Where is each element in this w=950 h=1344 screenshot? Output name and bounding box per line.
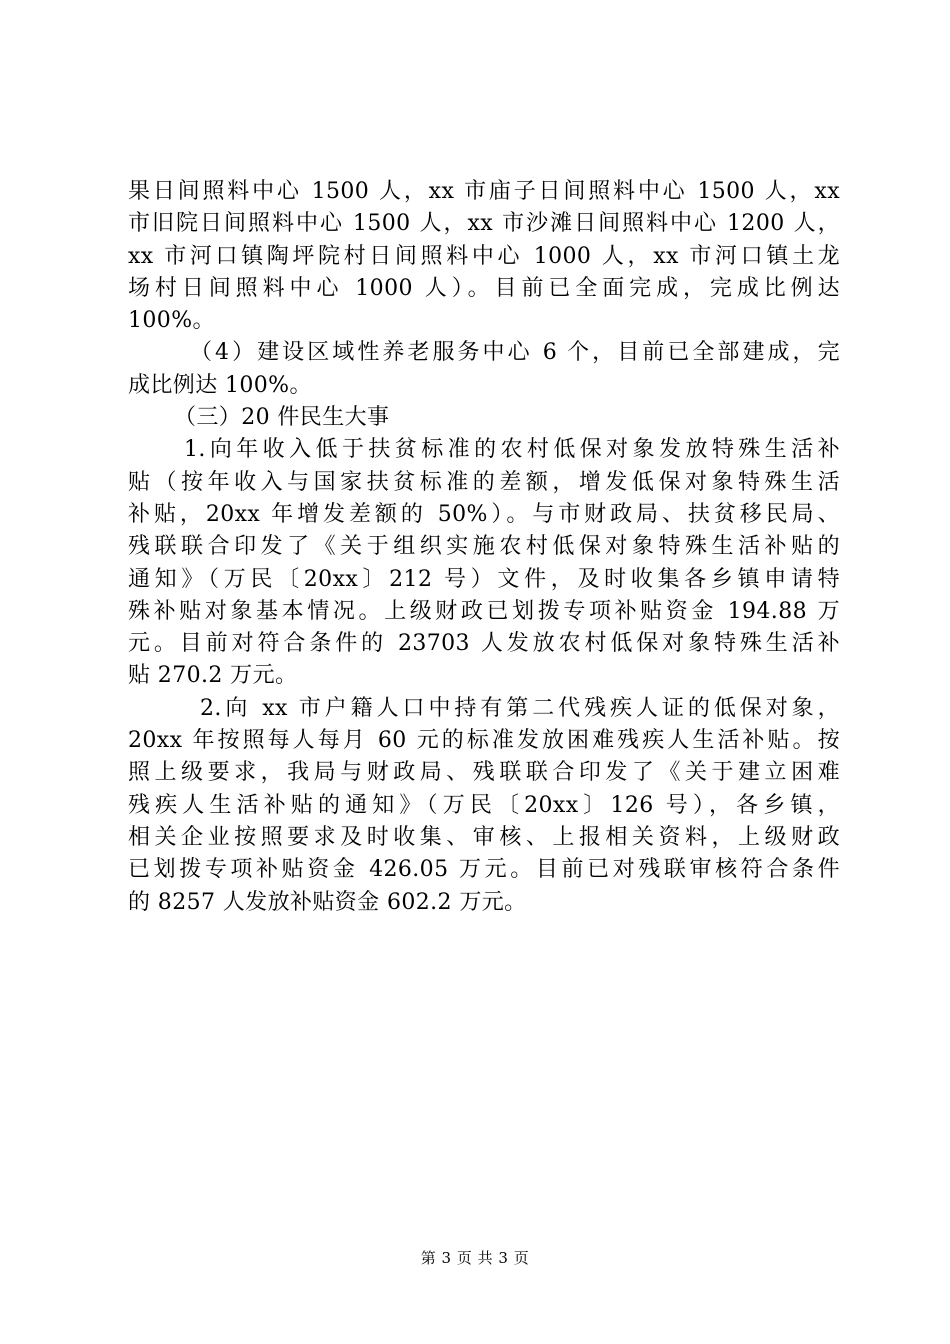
text-line: 通知》（万民〔20xx〕212 号）文件，及时收集各乡镇申请特 — [128, 566, 840, 592]
text-line: 贴（按年收入与国家扶贫标准的差额，增发低保对象特殊生活 — [128, 469, 840, 495]
text-line: 20xx 年按照每人每月 60 元的标准发放困难残疾人生活补贴。按 — [128, 728, 840, 754]
text-line: （4）建设区域性养老服务中心 6 个，目前已全部建成，完 — [190, 340, 840, 366]
text-line: 元。目前对符合条件的 23703 人发放农村低保对象特殊生活补 — [128, 631, 840, 657]
text-line: 场村日间照料中心 1000 人）。目前已全面完成，完成比例达 — [128, 275, 840, 301]
text-line: 殊补贴对象基本情况。上级财政已划拨专项补贴资金 194.88 万 — [128, 598, 840, 624]
text-line: 2.向 xx 市户籍人口中持有第二代残疾人证的低保对象， — [200, 695, 840, 721]
text-line: 贴 270.2 万元。 — [128, 663, 298, 689]
text-line: 成比例达 100%。 — [128, 372, 312, 398]
text-line: 残疾人生活补贴的通知》（万民〔20xx〕126 号），各乡镇， — [128, 792, 840, 818]
text-line: 相关企业按照要求及时收集、审核、上报相关资料，上级财政 — [128, 824, 840, 850]
text-line: 100%。 — [128, 308, 215, 334]
text-line: 果日间照料中心 1500 人，xx 市庙子日间照料中心 1500 人，xx — [128, 179, 840, 204]
text-line: 残联联合印发了《关于组织实施农村低保对象特殊生活补贴的 — [128, 534, 840, 560]
document-body — [128, 176, 840, 919]
text-line: 已划拨专项补贴资金 426.05 万元。目前已对残联审核符合条件 — [128, 857, 840, 883]
text-line: 市旧院日间照料中心 1500 人，xx 市沙滩日间照料中心 1200 人， — [128, 211, 840, 237]
section-heading: （三）20 件民生大事 — [174, 405, 390, 431]
text-line: xx 市河口镇陶坪院村日间照料中心 1000 人，xx 市河口镇土龙 — [128, 243, 840, 269]
text-line: 的 8257 人发放补贴资金 602.2 万元。 — [128, 889, 527, 915]
text-line: 照上级要求，我局与财政局、残联联合印发了《关于建立困难 — [128, 760, 840, 786]
text-line: 1.向年收入低于扶贫标准的农村低保对象发放特殊生活补 — [184, 437, 840, 463]
page-footer: 第 3 页 共 3 页 — [420, 1249, 530, 1267]
text-line: 补贴，20xx 年增发差额的 50%）。与市财政局、扶贫移民局、 — [128, 501, 840, 527]
